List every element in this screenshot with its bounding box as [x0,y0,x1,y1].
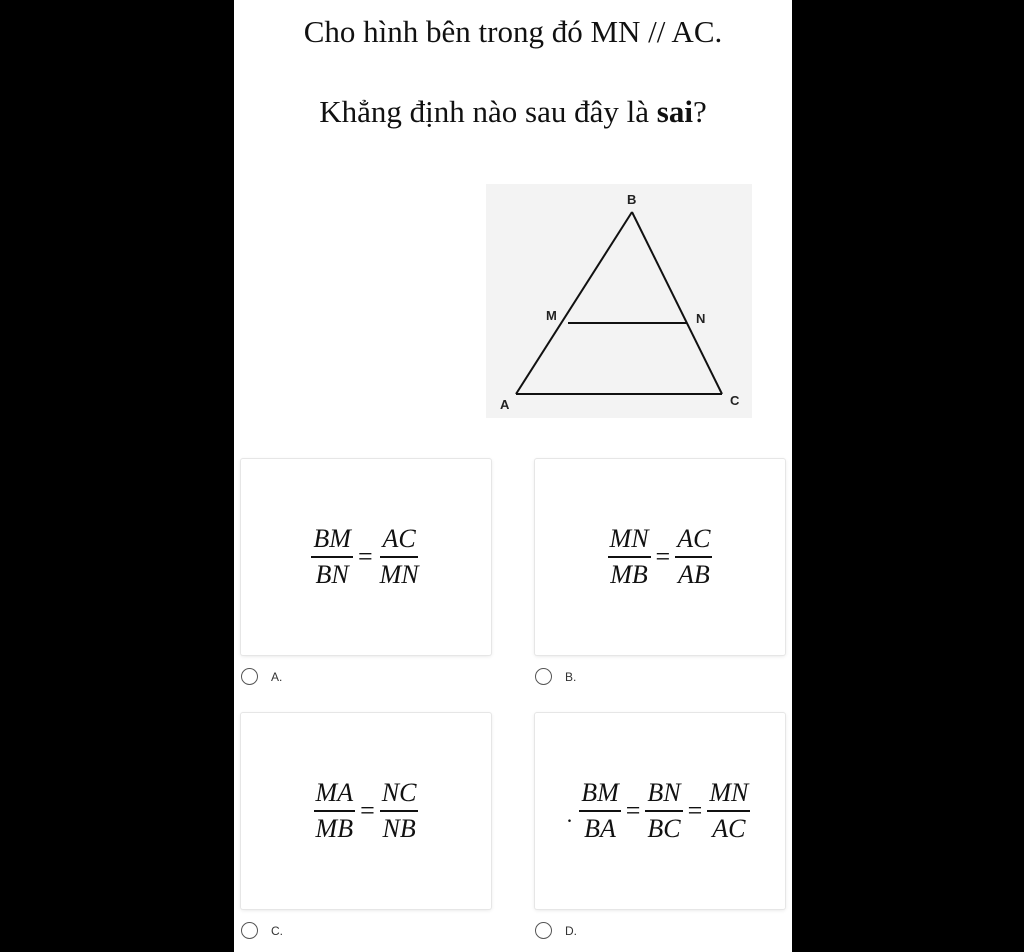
numerator: BM [579,778,621,812]
fraction [675,524,712,590]
triangle-figure [486,184,752,418]
option-d-formula [535,713,785,909]
side-bc [632,212,722,394]
point-label-m: M [546,308,557,323]
fraction [645,778,682,844]
numerator: BM [311,524,353,558]
side-ba [516,212,632,394]
equals-sign: = [687,796,703,825]
fraction [378,524,421,590]
point-label-c: C [730,393,740,408]
leading-dot: . [566,802,573,827]
numerator: AC [675,524,712,558]
option-b-formula [535,459,785,655]
fraction [380,778,419,844]
option-a-radio[interactable] [241,668,258,685]
option-c-card[interactable] [241,713,491,909]
fraction [314,778,356,844]
fraction [707,778,750,844]
question-text: Khẳng định nào sau đây là [319,94,657,129]
denominator: BA [584,814,616,843]
question-line-1: Cho hình bên trong đó MN // AC. [303,14,723,49]
option-a-label: A. [271,670,283,684]
denominator: BN [315,560,349,589]
fraction [608,524,651,590]
equals-sign: = [357,542,373,571]
option-d-card[interactable] [535,713,785,909]
numerator: AC [380,524,417,558]
equals-sign: = [655,542,671,571]
question-line-2 [234,94,792,130]
option-d-radio[interactable] [535,922,552,939]
option-c-formula [241,713,491,909]
equals-sign: = [360,796,375,825]
question-emphasis: sai [656,94,693,129]
numerator: MN [707,778,750,812]
denominator: MN [379,560,419,589]
fraction [311,524,353,590]
equals-sign: = [625,796,641,825]
option-d-label: D. [565,924,577,938]
denominator: BC [647,814,681,843]
point-label-a: A [500,397,510,412]
option-a-card[interactable] [241,459,491,655]
denominator: MB [610,560,648,589]
option-b-radio[interactable] [535,668,552,685]
numerator: MN [608,524,651,558]
point-label-b: B [627,192,637,207]
option-c-radio[interactable] [241,922,258,939]
denominator: AC [712,814,746,843]
numerator: MA [314,778,356,812]
denominator: NB [382,814,416,843]
option-c-label: C. [271,924,283,938]
numerator: NC [380,778,419,812]
triangle-diagram [486,184,752,418]
option-b-card[interactable] [535,459,785,655]
denominator: AB [677,560,710,589]
option-b-label: B. [565,670,577,684]
fraction [579,778,621,844]
denominator: MB [315,814,354,843]
option-a-formula [241,459,491,655]
numerator: BN [645,778,682,812]
question-mark: ? [692,94,707,129]
point-label-n: N [696,311,706,326]
